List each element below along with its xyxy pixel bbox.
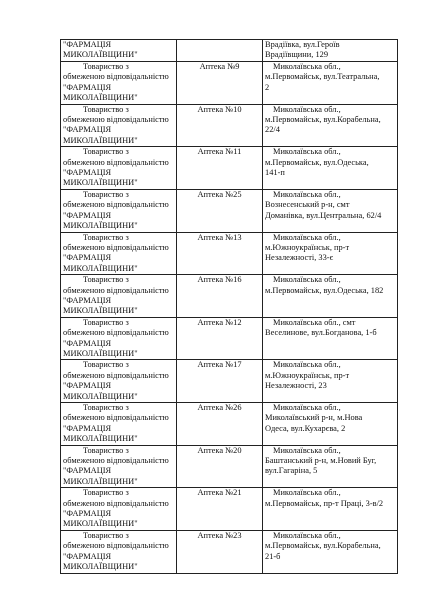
organization-cell — [61, 360, 177, 403]
organization-line: МИКОЛАЇВЩИНИ" — [63, 93, 138, 103]
organization-line: МИКОЛАЇВЩИНИ" — [63, 178, 138, 188]
address-line: Миколаївська обл., — [273, 275, 341, 285]
pharmacy-table — [60, 39, 398, 574]
organization-line: "ФАРМАЦІЯ — [63, 509, 112, 519]
organization-cell — [61, 317, 177, 360]
organization-line: МИКОЛАЇВЩИНИ" — [63, 476, 138, 486]
address-line: м.Южноукраїнськ, пр-т — [265, 370, 350, 380]
table-row — [61, 40, 398, 62]
address-cell — [263, 189, 398, 232]
address-line: Миколаївська обл., смт — [273, 317, 356, 327]
organization-line: обмеженою відповідальністю — [63, 370, 169, 380]
address-line: Миколаївська обл., — [273, 104, 341, 114]
organization-line: Товариство з — [83, 445, 129, 455]
organization-line: Товариство з — [83, 317, 129, 327]
table-row — [61, 232, 398, 275]
address-line: вул.Гагаріна, 5 — [265, 466, 318, 476]
pharmacy-cell: Аптека №26 — [177, 403, 263, 446]
organization-line: "ФАРМАЦІЯ — [63, 423, 112, 433]
organization-line: обмеженою відповідальністю — [63, 157, 169, 167]
organization-line: обмеженою відповідальністю — [63, 72, 169, 82]
pharmacy-cell: Аптека №11 — [177, 147, 263, 190]
address-line: 22/4 — [265, 125, 280, 135]
pharmacy-cell: Аптека №9 — [177, 62, 263, 105]
pharmacy-table-body — [61, 40, 398, 574]
address-cell — [263, 403, 398, 446]
address-line: Миколаївська обл., — [273, 445, 341, 455]
address-cell — [263, 62, 398, 105]
pharmacy-cell: Аптека №10 — [177, 104, 263, 147]
address-line: Незалежності, 33-є — [265, 253, 334, 263]
organization-line: обмеженою відповідальністю — [63, 456, 169, 466]
organization-cell — [61, 275, 177, 318]
address-line: Миколаївська обл., — [273, 530, 341, 540]
organization-cell — [61, 62, 177, 105]
organization-line: "ФАРМАЦІЯ — [63, 381, 112, 391]
organization-cell — [61, 232, 177, 275]
pharmacy-cell — [177, 40, 263, 62]
address-line: Незалежності, 23 — [265, 381, 327, 391]
table-row — [61, 445, 398, 488]
address-line: Вознесенський р-н, смт — [265, 200, 350, 210]
organization-name-line: "ФАРМАЦІЯ — [63, 40, 112, 49]
organization-line: "ФАРМАЦІЯ — [63, 295, 112, 305]
address-cell — [263, 360, 398, 403]
organization-line: МИКОЛАЇВЩИНИ" — [63, 263, 138, 273]
address-cell — [263, 317, 398, 360]
organization-line: МИКОЛАЇВЩИНИ" — [63, 562, 138, 572]
pharmacy-cell: Аптека №23 — [177, 530, 263, 573]
table-row — [61, 360, 398, 403]
organization-line: обмеженою відповідальністю — [63, 498, 169, 508]
table-row — [61, 530, 398, 573]
address-line: Веселинове, вул.Богданова, 1-б — [265, 328, 377, 338]
pharmacy-cell: Аптека №17 — [177, 360, 263, 403]
organization-line: обмеженою відповідальністю — [63, 242, 169, 252]
organization-cell — [61, 488, 177, 531]
address-line: Миколаївська обл., — [273, 360, 341, 370]
address-line: Миколаївська обл., — [273, 488, 341, 498]
table-row — [61, 62, 398, 105]
organization-line: Товариство з — [83, 488, 129, 498]
table-row — [61, 275, 398, 318]
address-cell — [263, 488, 398, 531]
address-line: Миколаївська обл., — [273, 232, 341, 242]
address-line: м.Первомайськ, вул.Одеська, — [265, 157, 369, 167]
address-line: м.Первомайськ, пр-т Праці, 3-в/2 — [265, 498, 384, 508]
organization-cell — [61, 445, 177, 488]
organization-line: Товариство з — [83, 189, 129, 199]
organization-line: МИКОЛАЇВЩИНИ" — [63, 221, 138, 231]
organization-line: Товариство з — [83, 147, 129, 157]
address-line: Миколаївська обл., — [273, 403, 341, 412]
organization-line: "ФАРМАЦІЯ — [63, 82, 112, 92]
table-row — [61, 147, 398, 190]
organization-line: МИКОЛАЇВЩИНИ" — [63, 306, 138, 316]
table-row — [61, 104, 398, 147]
address-cell — [263, 232, 398, 275]
organization-line: обмеженою відповідальністю — [63, 115, 169, 125]
organization-line: "ФАРМАЦІЯ — [63, 551, 112, 561]
address-line: м.Южноукраїнськ, пр-т — [265, 242, 350, 252]
pharmacy-cell: Аптека №12 — [177, 317, 263, 360]
organization-line: Товариство з — [83, 403, 129, 412]
address-line: Миколаївська обл., — [273, 62, 341, 71]
table-row — [61, 317, 398, 360]
address-line: Одеса, вул.Кухарєва, 2 — [265, 423, 346, 433]
address-line: м.Первомайськ, вул.Корабельна, — [265, 115, 381, 125]
address-line: м.Первомайськ, вул.Одеська, 182 — [265, 285, 384, 295]
organization-line: "ФАРМАЦІЯ — [63, 338, 112, 348]
address-line: Миколаївська обл., — [273, 147, 341, 157]
address-line: Врадіївка, вул.Героїв — [265, 40, 340, 49]
organization-line: МИКОЛАЇВЩИНИ" — [63, 519, 138, 529]
address-line: Миколаївська обл., — [273, 189, 341, 199]
pharmacy-cell: Аптека №16 — [177, 275, 263, 318]
organization-line: "ФАРМАЦІЯ — [63, 168, 112, 178]
organization-line: Товариство з — [83, 360, 129, 370]
organization-line: Товариство з — [83, 232, 129, 242]
address-line: 141-п — [265, 168, 285, 178]
organization-cell — [61, 189, 177, 232]
organization-cell — [61, 40, 177, 62]
organization-cell — [61, 147, 177, 190]
organization-line: "ФАРМАЦІЯ — [63, 466, 112, 476]
organization-line: Товариство з — [83, 104, 129, 114]
address-line: 2 — [265, 82, 270, 92]
organization-cell — [61, 403, 177, 446]
organization-line: обмеженою відповідальністю — [63, 541, 169, 551]
organization-cell — [61, 530, 177, 573]
table-row — [61, 403, 398, 446]
organization-line: Товариство з — [83, 62, 129, 71]
organization-line: МИКОЛАЇВЩИНИ" — [63, 391, 138, 401]
organization-line: обмеженою відповідальністю — [63, 285, 169, 295]
organization-line: "ФАРМАЦІЯ — [63, 253, 112, 263]
organization-line: МИКОЛАЇВЩИНИ" — [63, 434, 138, 444]
address-cell — [263, 147, 398, 190]
address-line: Баштанський р-н, м.Новий Буг, — [265, 456, 377, 466]
organization-line: обмеженою відповідальністю — [63, 328, 169, 338]
organization-line: МИКОЛАЇВЩИНИ" — [63, 348, 138, 358]
address-cell — [263, 445, 398, 488]
address-cell — [263, 530, 398, 573]
organization-line: обмеженою відповідальністю — [63, 413, 169, 423]
table-row — [61, 189, 398, 232]
address-cell — [263, 275, 398, 318]
pharmacy-cell: Аптека №21 — [177, 488, 263, 531]
address-line: м.Первомайськ, вул.Театральна, — [265, 72, 380, 82]
pharmacy-cell: Аптека №20 — [177, 445, 263, 488]
address-cell — [263, 40, 398, 62]
organization-line: Товариство з — [83, 275, 129, 285]
table-row — [61, 488, 398, 531]
organization-line: обмеженою відповідальністю — [63, 200, 169, 210]
organization-line: МИКОЛАЇВЩИНИ" — [63, 135, 138, 145]
pharmacy-cell: Аптека №13 — [177, 232, 263, 275]
address-line: Врадіївщини, 129 — [265, 50, 329, 60]
organization-line: "ФАРМАЦІЯ — [63, 125, 112, 135]
address-line: м.Первомайськ, вул.Корабельна, — [265, 541, 381, 551]
organization-name-line: МИКОЛАЇВЩИНИ" — [63, 50, 138, 60]
address-line: Доманівка, вул.Центральна, 62/4 — [265, 210, 382, 220]
organization-line: "ФАРМАЦІЯ — [63, 210, 112, 220]
address-line: Миколаївський р-н, м.Нова — [265, 413, 363, 423]
address-cell — [263, 104, 398, 147]
pharmacy-cell: Аптека №25 — [177, 189, 263, 232]
organization-cell — [61, 104, 177, 147]
address-line: 21-б — [265, 551, 281, 561]
organization-line: Товариство з — [83, 530, 129, 540]
